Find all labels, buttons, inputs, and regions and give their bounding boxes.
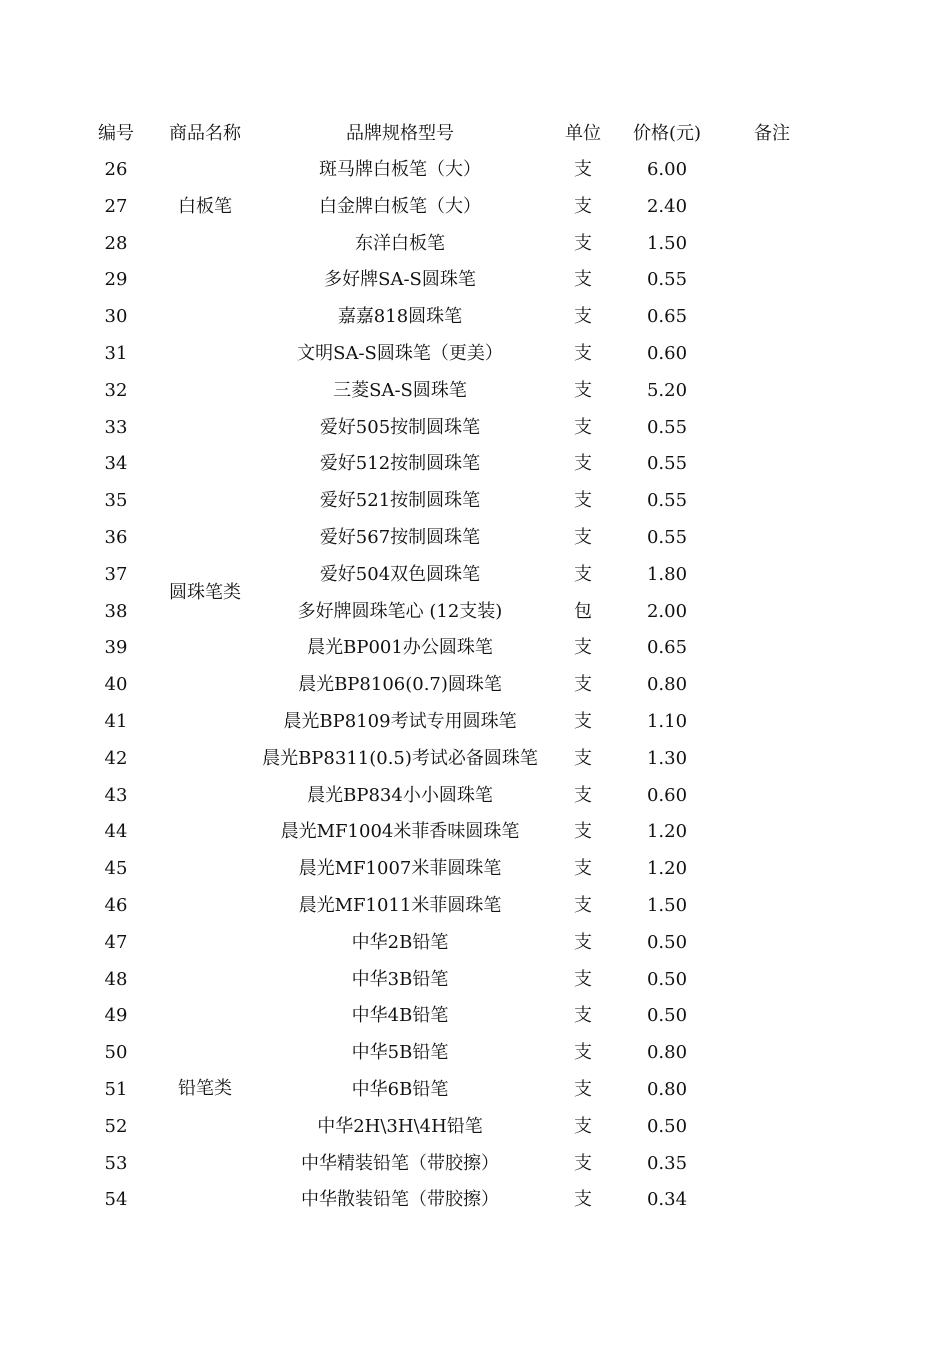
row-spec: 爱好512按制圆珠笔 (319, 453, 481, 474)
row-unit: 支 (574, 527, 592, 548)
row-unit: 支 (574, 233, 592, 254)
row-spec: 爱好504双色圆珠笔 (319, 564, 481, 585)
table-row (0, 525, 950, 551)
row-price: 0.55 (646, 527, 688, 548)
row-no: 53 (104, 1153, 128, 1174)
row-unit: 支 (574, 895, 592, 916)
row-price: 0.55 (646, 490, 688, 511)
row-no: 44 (104, 821, 128, 842)
row-spec: 爱好567按制圆珠笔 (319, 527, 481, 548)
row-no: 46 (104, 895, 128, 916)
row-price: 1.20 (646, 821, 688, 842)
row-no: 29 (104, 269, 128, 290)
row-unit: 支 (574, 1153, 592, 1174)
row-price: 0.34 (646, 1189, 688, 1210)
row-spec: 爱好521按制圆珠笔 (319, 490, 481, 511)
row-price: 2.00 (646, 601, 688, 622)
row-no: 41 (104, 711, 128, 732)
row-price: 0.55 (646, 269, 688, 290)
row-price: 1.30 (646, 748, 688, 769)
row-unit: 支 (574, 269, 592, 290)
row-unit: 支 (574, 343, 592, 364)
row-price: 5.20 (646, 380, 688, 401)
row-price: 0.65 (646, 637, 688, 658)
table-row (0, 1003, 950, 1029)
row-no: 30 (104, 306, 128, 327)
row-spec: 中华2B铅笔 (351, 932, 449, 953)
row-price: 0.50 (646, 1005, 688, 1026)
table-row (0, 157, 950, 183)
table-row (0, 194, 950, 220)
row-unit: 包 (574, 601, 592, 622)
row-spec: 晨光MF1011米菲圆珠笔 (298, 895, 502, 916)
row-unit: 支 (574, 380, 592, 401)
header-note: 备注 (754, 123, 790, 144)
row-price: 0.80 (646, 1042, 688, 1063)
row-no: 31 (104, 343, 128, 364)
row-no: 33 (104, 417, 128, 438)
header-no: 编号 (98, 123, 134, 144)
row-unit: 支 (574, 821, 592, 842)
row-no: 49 (104, 1005, 128, 1026)
row-no: 39 (104, 637, 128, 658)
table-row (0, 267, 950, 293)
row-unit: 支 (574, 453, 592, 474)
row-spec: 晨光BP001办公圆珠笔 (307, 637, 493, 658)
header-name: 商品名称 (169, 123, 241, 144)
row-spec: 爱好505按制圆珠笔 (319, 417, 481, 438)
row-spec: 多好牌SA-S圆珠笔 (324, 269, 476, 290)
row-spec: 晨光BP834小小圆珠笔 (307, 785, 493, 806)
row-no: 36 (104, 527, 128, 548)
table-row (0, 1114, 950, 1140)
row-spec: 中华精装铅笔（带胶擦） (301, 1153, 499, 1174)
row-unit: 支 (574, 564, 592, 585)
table-row (0, 672, 950, 698)
row-price: 0.55 (646, 417, 688, 438)
table-row (0, 1077, 950, 1103)
row-unit: 支 (574, 858, 592, 879)
row-spec: 晨光BP8109考试专用圆珠笔 (283, 711, 517, 732)
row-no: 27 (104, 196, 128, 217)
row-unit: 支 (574, 674, 592, 695)
row-price: 0.35 (646, 1153, 688, 1174)
table-row (0, 1151, 950, 1177)
row-price: 0.60 (646, 785, 688, 806)
row-no: 43 (104, 785, 128, 806)
row-spec: 多好牌圆珠笔心 (12支装) (297, 601, 503, 622)
row-no: 48 (104, 969, 128, 990)
row-price: 1.20 (646, 858, 688, 879)
table-row (0, 930, 950, 956)
row-no: 28 (104, 233, 128, 254)
row-no: 51 (104, 1079, 128, 1100)
row-spec: 嘉嘉818圆珠笔 (337, 306, 463, 327)
row-no: 37 (104, 564, 128, 585)
row-unit: 支 (574, 1079, 592, 1100)
row-price: 0.50 (646, 1116, 688, 1137)
row-spec: 中华4B铅笔 (351, 1005, 449, 1026)
table-row (0, 562, 950, 588)
row-no: 34 (104, 453, 128, 474)
row-price: 0.65 (646, 306, 688, 327)
row-spec: 晨光BP8311(0.5)考试必备圆珠笔 (262, 748, 538, 769)
row-spec: 东洋白板笔 (355, 233, 445, 254)
table-row (0, 709, 950, 735)
category-pencil: 铅笔类 (178, 1078, 232, 1099)
row-unit: 支 (574, 711, 592, 732)
row-spec: 斑马牌白板笔（大） (319, 159, 481, 180)
row-no: 26 (104, 159, 128, 180)
row-unit: 支 (574, 1189, 592, 1210)
row-no: 52 (104, 1116, 128, 1137)
row-spec: 中华6B铅笔 (351, 1079, 449, 1100)
table-row (0, 304, 950, 330)
row-price: 0.80 (646, 674, 688, 695)
header-price: 价格(元) (632, 123, 702, 144)
table-row (0, 1040, 950, 1066)
row-no: 42 (104, 748, 128, 769)
table-row (0, 599, 950, 625)
row-price: 0.60 (646, 343, 688, 364)
row-price: 0.80 (646, 1079, 688, 1100)
row-price: 1.50 (646, 233, 688, 254)
row-no: 47 (104, 932, 128, 953)
row-unit: 支 (574, 969, 592, 990)
row-spec: 白金牌白板笔（大） (319, 196, 481, 217)
row-price: 1.10 (646, 711, 688, 732)
row-spec: 中华2H\3H\4H铅笔 (317, 1116, 483, 1137)
row-no: 45 (104, 858, 128, 879)
row-spec: 中华5B铅笔 (351, 1042, 449, 1063)
row-unit: 支 (574, 1005, 592, 1026)
row-unit: 支 (574, 1042, 592, 1063)
row-unit: 支 (574, 306, 592, 327)
row-unit: 支 (574, 1116, 592, 1137)
row-unit: 支 (574, 785, 592, 806)
table-row (0, 783, 950, 809)
row-unit: 支 (574, 159, 592, 180)
table-row (0, 1187, 950, 1213)
table-row (0, 819, 950, 845)
row-spec: 晨光MF1004米菲香味圆珠笔 (280, 821, 520, 842)
row-price: 0.55 (646, 453, 688, 474)
row-spec: 三菱SA-S圆珠笔 (333, 380, 467, 401)
table-row (0, 893, 950, 919)
row-spec: 晨光BP8106(0.7)圆珠笔 (298, 674, 502, 695)
category-ballpoint-pen: 圆珠笔类 (169, 582, 241, 603)
header-spec: 品牌规格型号 (346, 123, 454, 144)
table-row (0, 488, 950, 514)
row-unit: 支 (574, 748, 592, 769)
row-unit: 支 (574, 932, 592, 953)
table-row (0, 378, 950, 404)
row-price: 6.00 (646, 159, 688, 180)
row-no: 35 (104, 490, 128, 511)
row-no: 38 (104, 601, 128, 622)
row-no: 32 (104, 380, 128, 401)
table-header (0, 121, 950, 147)
row-unit: 支 (574, 490, 592, 511)
row-spec: 中华3B铅笔 (351, 969, 449, 990)
row-price: 1.50 (646, 895, 688, 916)
table-row (0, 341, 950, 367)
table-row (0, 231, 950, 257)
row-spec: 文明SA-S圆珠笔（更美） (297, 343, 503, 364)
table-row (0, 635, 950, 661)
table-row (0, 967, 950, 993)
table-row (0, 746, 950, 772)
row-price: 1.80 (646, 564, 688, 585)
row-price: 0.50 (646, 969, 688, 990)
row-unit: 支 (574, 417, 592, 438)
row-unit: 支 (574, 196, 592, 217)
header-unit: 单位 (565, 123, 601, 144)
category-whiteboard-pen: 白板笔 (178, 196, 232, 217)
row-spec: 中华散装铅笔（带胶擦） (301, 1189, 499, 1210)
row-spec: 晨光MF1007米菲圆珠笔 (298, 858, 502, 879)
table-row (0, 451, 950, 477)
row-price: 0.50 (646, 932, 688, 953)
row-no: 50 (104, 1042, 128, 1063)
table-row (0, 856, 950, 882)
row-no: 40 (104, 674, 128, 695)
row-unit: 支 (574, 637, 592, 658)
row-price: 2.40 (646, 196, 688, 217)
row-no: 54 (104, 1189, 128, 1210)
table-row (0, 415, 950, 441)
